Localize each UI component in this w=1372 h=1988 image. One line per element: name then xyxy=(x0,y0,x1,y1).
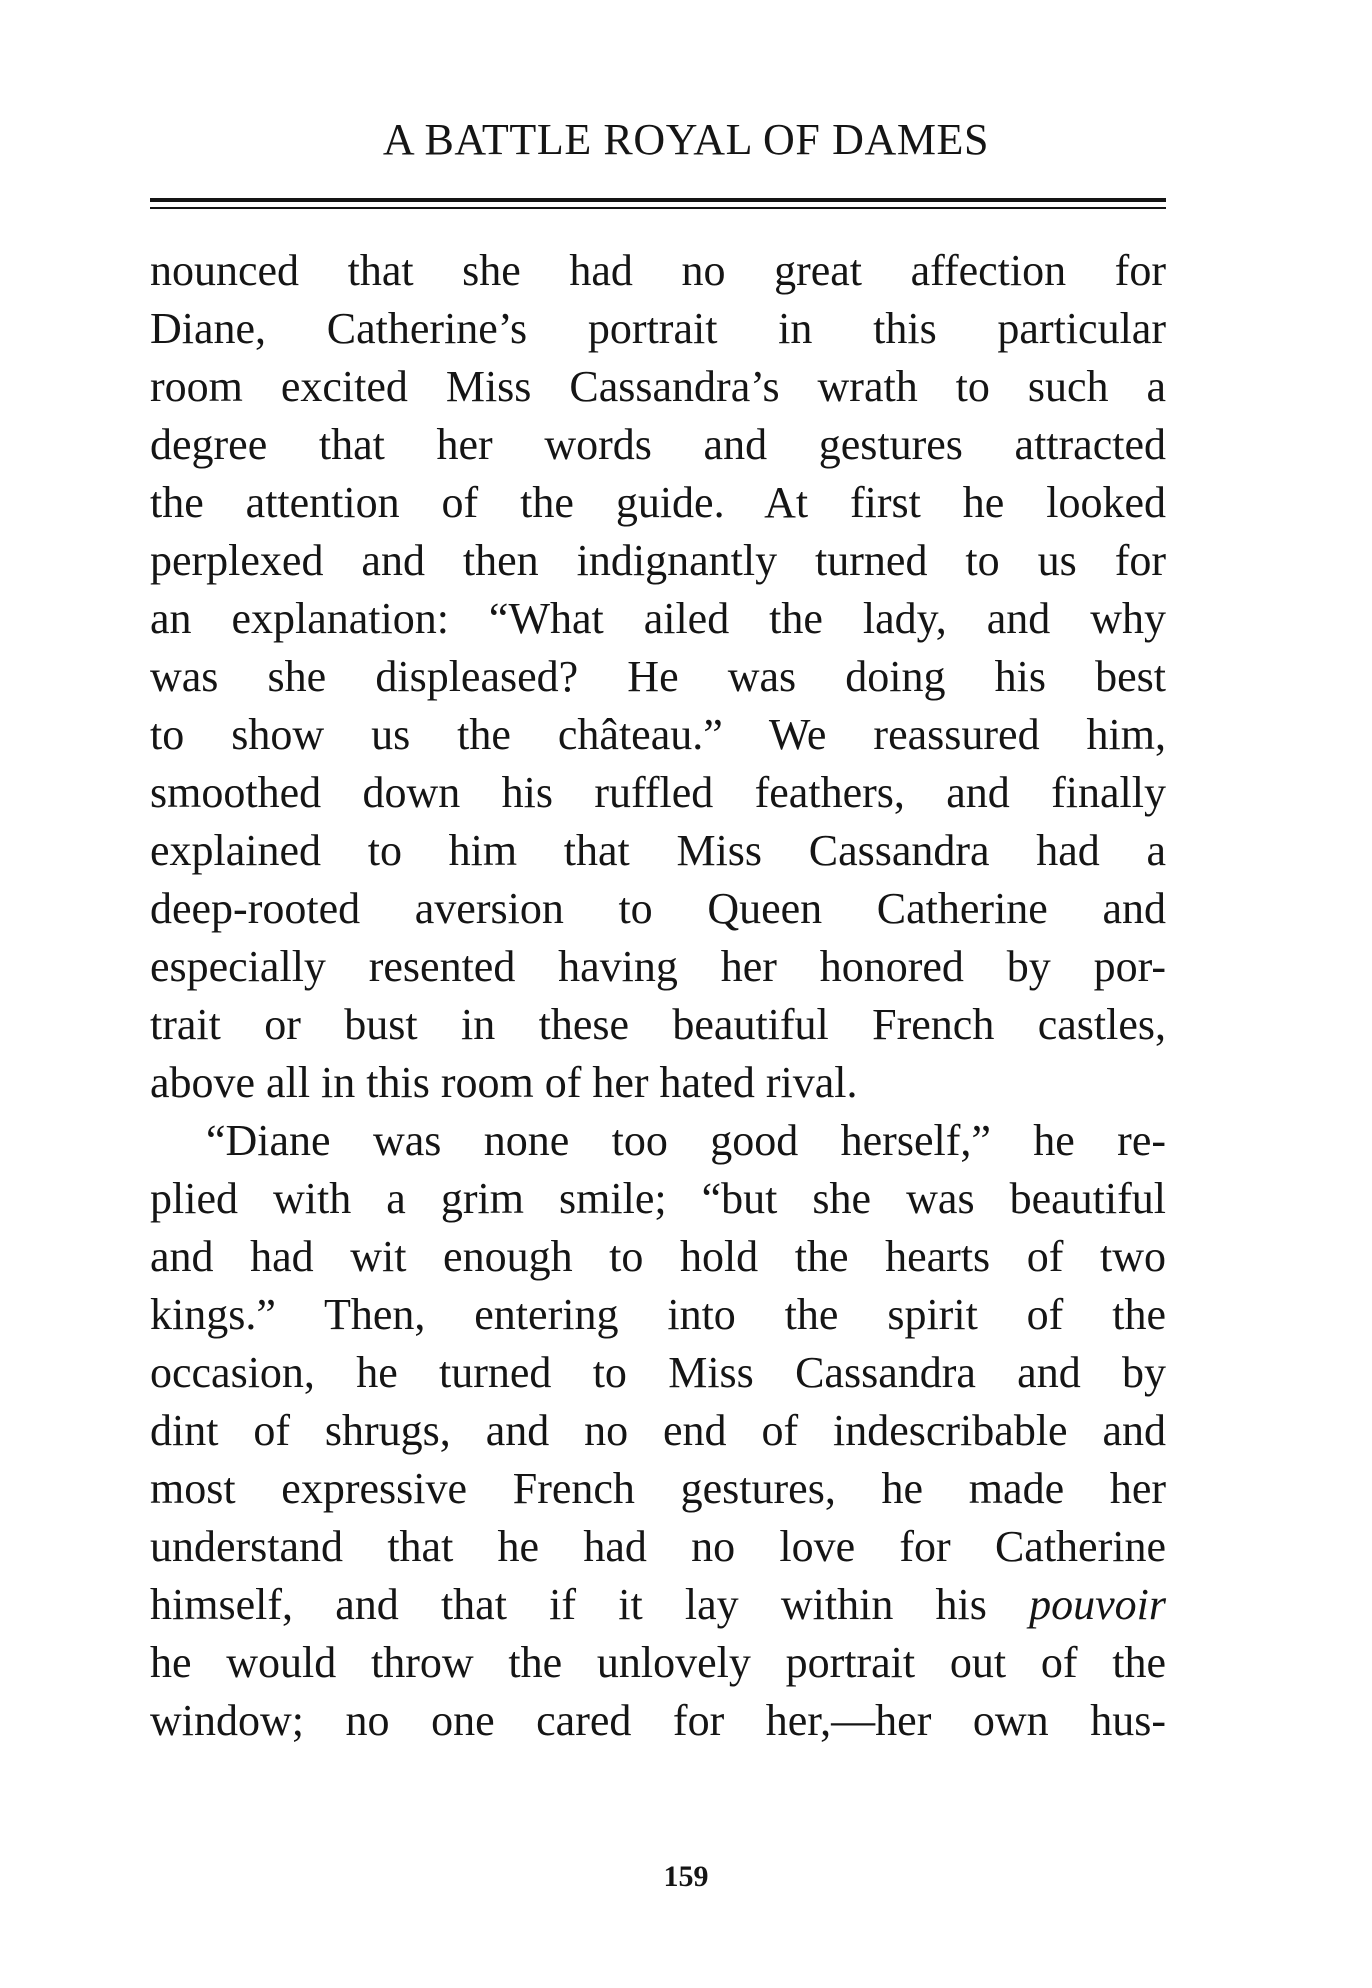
text-line: an explanation: “What ailed the lady, and why xyxy=(150,594,1166,643)
header-rule-thick xyxy=(150,198,1166,202)
text-line: himself, and that if it lay within his pouvoir xyxy=(150,1580,1166,1629)
text-line: Diane, Catherine’s portrait in this particular xyxy=(150,304,1166,353)
text-line: room excited Miss Cassandra’s wrath to such a xyxy=(150,362,1166,411)
text-line: and had wit enough to hold the hearts of two xyxy=(150,1232,1166,1281)
text-line: understand that he had no love for Catherine xyxy=(150,1522,1166,1571)
text-line: kings.” Then, entering into the spirit of the xyxy=(150,1290,1166,1339)
text-line: dint of shrugs, and no end of indescribable and xyxy=(150,1406,1166,1455)
text-line: occasion, he turned to Miss Cassandra and by xyxy=(150,1348,1166,1397)
header-rule-thin xyxy=(150,207,1166,209)
text-line: window; no one cared for her,—her own hus- xyxy=(150,1696,1166,1745)
text-line: nounced that she had no great affection for xyxy=(150,246,1166,295)
text-line: “Diane was none too good herself,” he re- xyxy=(206,1116,1166,1165)
text-line: he would throw the unlovely portrait out of the xyxy=(150,1638,1166,1687)
text-line: plied with a grim smile; “but she was beautiful xyxy=(150,1174,1166,1223)
text-line: degree that her words and gestures attracted xyxy=(150,420,1166,469)
text-line: perplexed and then indignantly turned to us for xyxy=(150,536,1166,585)
body-text xyxy=(150,242,1166,1750)
running-head: A BATTLE ROYAL OF DAMES xyxy=(382,115,990,164)
text-line: especially resented having her honored by por- xyxy=(150,942,1166,991)
text-line: smoothed down his ruffled feathers, and finally xyxy=(150,768,1166,817)
text-line: above all in this room of her hated rival. xyxy=(150,1058,858,1107)
text-line: deep-rooted aversion to Queen Catherine and xyxy=(150,884,1166,933)
italic-word: pouvoir xyxy=(1029,1580,1166,1629)
text-line: the attention of the guide. At first he looked xyxy=(150,478,1166,527)
text-line: trait or bust in these beautiful French castles, xyxy=(150,1000,1166,1049)
text-line: was she displeased? He was doing his best xyxy=(150,652,1166,701)
text-line: explained to him that Miss Cassandra had a xyxy=(150,826,1166,875)
page-number: 159 xyxy=(663,1860,709,1893)
text-line: most expressive French gestures, he made her xyxy=(150,1464,1166,1513)
text-line: to show us the château.” We reassured him, xyxy=(150,710,1166,759)
